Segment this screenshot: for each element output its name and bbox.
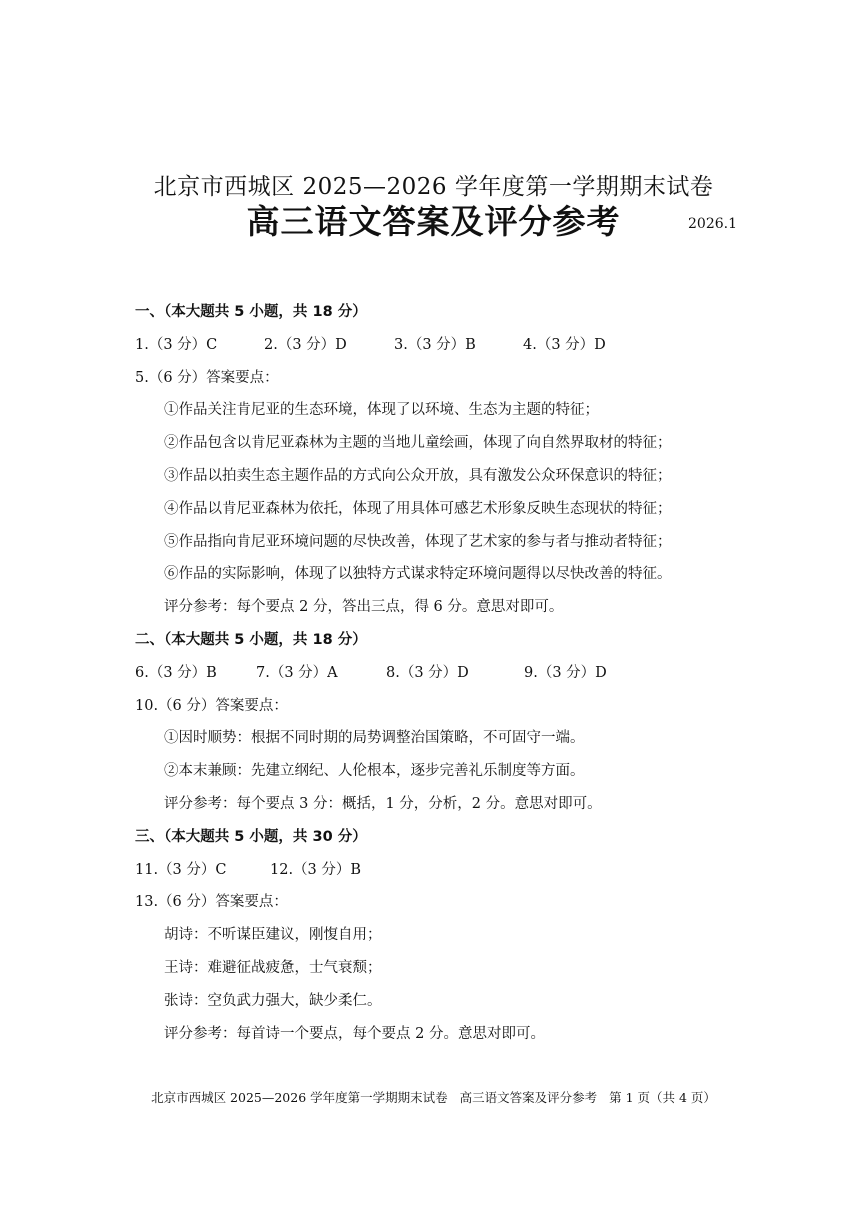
q5-label: 5.（6 分）答案要点： [135, 369, 279, 386]
q10-scoring-note: 评分参考：每个要点 3 分：概括，1 分，分析，2 分。意思对即可。 [164, 795, 602, 812]
document-title: 高三语文答案及评分参考 [246, 202, 621, 241]
footer-page-number: 第 1 页（共 4 页） [609, 1090, 716, 1105]
answer-q7: 7.（3 分）A [256, 664, 338, 681]
footer-exam-title: 北京市西城区 2025—2026 学年度第一学期期末试卷 [151, 1090, 448, 1105]
q10-label: 10.（6 分）答案要点： [135, 697, 288, 714]
answer-q9: 9.（3 分）D [524, 664, 607, 681]
section-1-mc-answers [135, 335, 735, 368]
q13-point-3: 张诗：空负武力强大，缺少柔仁。 [164, 992, 382, 1009]
page-footer [0, 1088, 867, 1106]
answer-content [135, 302, 735, 1056]
answer-q12: 12.（3 分）B [270, 861, 362, 878]
exam-title: 北京市西城区 2025—2026 学年度第一学期期末试卷 [153, 174, 714, 200]
section-2-mc-answers [135, 663, 735, 696]
document-date: 2026.1 [688, 216, 737, 232]
section-2-heading: 二、（本大题共 5 小题，共 18 分） [135, 631, 367, 648]
q13-point-2: 王诗：难避征战疲惫，士气衰颓； [164, 959, 382, 976]
q5-point-3: ③作品以拍卖生态主题作品的方式向公众开放，具有激发公众环保意识的特征； [164, 467, 672, 484]
q5-point-2: ②作品包含以肯尼亚森林为主题的当地儿童绘画，体现了向自然界取材的特征； [164, 435, 672, 452]
q5-point-5: ⑤作品指向肯尼亚环境问题的尽快改善，体现了艺术家的参与者与推动者特征； [164, 533, 672, 550]
footer-doc-title: 高三语文答案及评分参考 [459, 1090, 598, 1105]
answer-q3: 3.（3 分）B [394, 336, 476, 353]
q13-label: 13.（6 分）答案要点： [135, 894, 288, 911]
answer-q1: 1.（3 分）C [135, 336, 218, 353]
answer-q8: 8.（3 分）D [386, 664, 469, 681]
q13-scoring-note: 评分参考：每首诗一个要点，每个要点 2 分。意思对即可。 [164, 1025, 545, 1042]
q13-point-1: 胡诗：不听谋臣建议，刚愎自用； [164, 927, 382, 944]
answer-q4: 4.（3 分）D [523, 336, 606, 353]
answer-q6: 6.（3 分）B [135, 664, 217, 681]
section-3-heading: 三、（本大题共 5 小题，共 30 分） [135, 828, 367, 845]
section-1-heading: 一、（本大题共 5 小题，共 18 分） [135, 304, 367, 320]
q5-point-4: ④作品以肯尼亚森林为依托，体现了用具体可感艺术形象反映生态现状的特征； [164, 500, 672, 517]
q10-point-2: ②本末兼顾：先建立纲纪、人伦根本，逐步完善礼乐制度等方面。 [164, 763, 585, 780]
answer-q11: 11.（3 分）C [135, 861, 227, 878]
q10-point-1: ①因时顺势：根据不同时期的局势调整治国策略，不可固守一端。 [164, 730, 585, 747]
answer-q2: 2.（3 分）D [264, 336, 347, 353]
q5-point-6: ⑥作品的实际影响，体现了以独特方式谋求特定环境问题得以尽快改善的特征。 [164, 566, 672, 583]
section-3-mc-answers [135, 860, 735, 893]
q5-point-1: ①作品关注肯尼亚的生态环境，体现了以环境、生态为主题的特征； [164, 402, 599, 419]
q5-scoring-note: 评分参考：每个要点 2 分，答出三点，得 6 分。意思对即可。 [164, 599, 564, 616]
